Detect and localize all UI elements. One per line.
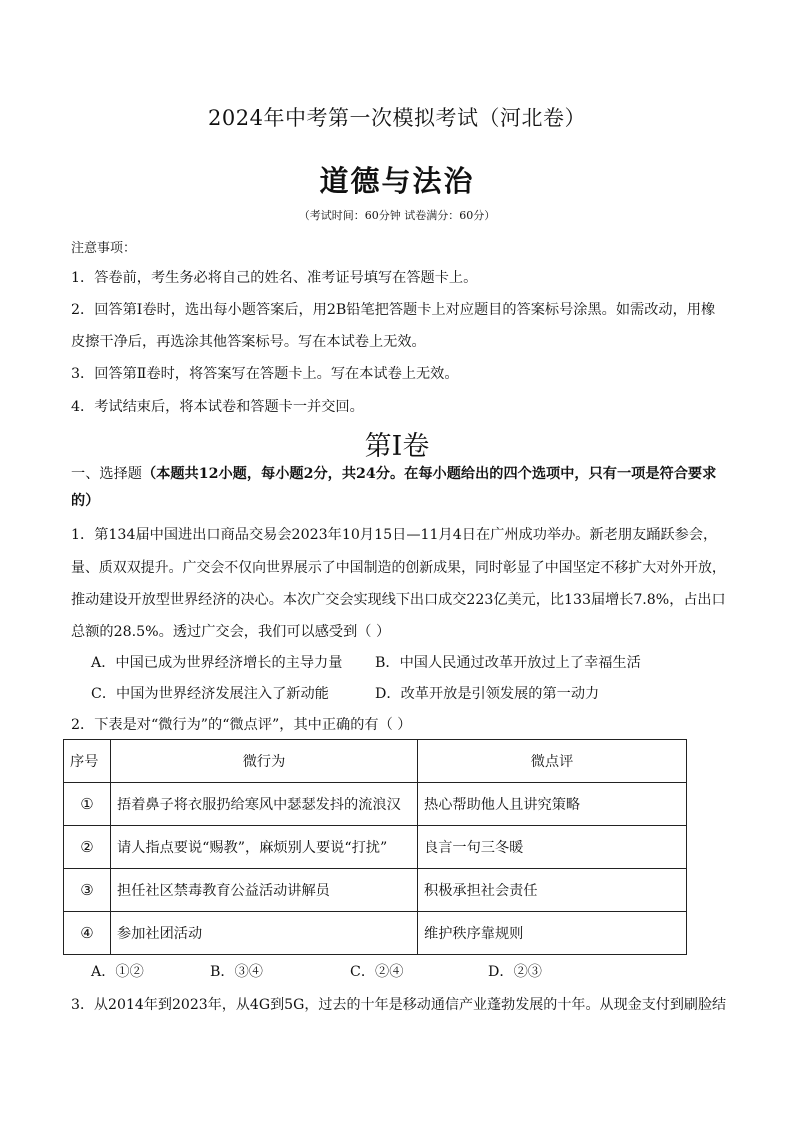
q1-option-c: C．中国为世界经济发展注入了新动能 — [91, 686, 329, 702]
q1-option-d: D．改革开放是引领发展的第一动力 — [375, 686, 600, 702]
q1-option-a: A．中国已成为世界经济增长的主导力量 — [91, 655, 343, 671]
table-cell-behavior: 参加社团活动 — [111, 912, 418, 955]
q3-line-1: 3．从2014年到2023年，从4G到5G，过去的十年是移动通信产业蓬勃发展的十年。从现金支付到刷脸结 — [71, 997, 727, 1013]
table-cell-index: ③ — [64, 869, 111, 912]
table-cell-index: ② — [64, 826, 111, 869]
table-cell-comment: 维护秩序靠规则 — [418, 912, 687, 955]
notes-heading: 注意事项： — [71, 241, 137, 256]
q2-option-d: D．②③ — [488, 964, 542, 980]
q2-option-c: C．②④ — [350, 964, 404, 980]
table-cell-index: ④ — [64, 912, 111, 955]
subject-title: 道德与法治 — [319, 164, 475, 198]
table-cell-behavior: 担任社区禁毒教育公益活动讲解员 — [111, 869, 418, 912]
table-cell-index: ① — [64, 783, 111, 826]
q1-line-3: 推动建设开放型世界经济的决心。本次广交会实现线下出口成交223亿美元，比133届增长7.8%，占出口 — [71, 592, 726, 608]
q2-stem: 2．下表是对“微行为”的“微点评”，其中正确的有（ ） — [71, 717, 412, 733]
q2-option-a: A．①② — [91, 964, 144, 980]
notes-item-4: 4．考试结束后，将本试卷和答题卡一并交回。 — [71, 399, 364, 415]
table-header-row — [64, 740, 687, 783]
q1-option-b: B．中国人民通过改革开放过上了幸福生活 — [375, 655, 641, 671]
table-header-cell: 序号 — [64, 740, 111, 783]
notes-item-3: 3．回答第Ⅱ卷时，将答案写在答题卡上。写在本试卷上无效。 — [71, 366, 459, 382]
section-instruction-prefix: 一、选择题 — [71, 466, 142, 482]
table-cell-comment: 积极承担社会责任 — [418, 869, 687, 912]
notes-item-2-line-1: 2．回答第Ⅰ卷时，选出每小题答案后，用2B铅笔把答题卡上对应题目的答案标号涂黑。如需改动，用橡 — [71, 302, 716, 318]
q2-table — [63, 739, 687, 955]
section-title: 第Ⅰ卷 — [364, 431, 430, 462]
table-cell-comment: 良言一句三冬暖 — [418, 826, 687, 869]
section-instruction-bold: （本题共12小题，每小题2分，共24分。在每小题给出的四个选项中，只有一项是符合要求 — [141, 466, 717, 482]
notes-item-1: 1．答卷前，考生务必将自己的姓名、准考证号填写在答题卡上。 — [71, 270, 478, 286]
exam-time-info: （考试时间：60分钟 试卷满分：60分） — [298, 209, 496, 222]
section-instruction-line-1 — [71, 463, 716, 483]
q1-line-4: 总额的28.5%。透过广交会，我们可以感受到（ ） — [71, 624, 391, 640]
table-row — [64, 869, 687, 912]
table-cell-behavior: 捂着鼻子将衣服扔给寒风中瑟瑟发抖的流浪汉 — [111, 783, 418, 826]
table-cell-behavior: 请人指点要说“赐教”，麻烦别人要说“打扰” — [111, 826, 418, 869]
table-header-cell: 微点评 — [418, 740, 687, 783]
table-row — [64, 912, 687, 955]
table-row — [64, 783, 687, 826]
table-header-cell: 微行为 — [111, 740, 418, 783]
exam-title: 2024年中考第一次模拟考试（河北卷） — [208, 106, 586, 130]
q2-option-b: B．③④ — [210, 964, 263, 980]
q1-line-2: 量、质双双提升。广交会不仅向世界展示了中国制造的创新成果，同时彰显了中国坚定不移扩大对外开放， — [71, 560, 726, 576]
section-instruction-line-2: 的） — [71, 493, 100, 509]
table-row — [64, 826, 687, 869]
table-cell-comment: 热心帮助他人且讲究策略 — [418, 783, 687, 826]
notes-item-2-line-2: 皮擦干净后，再选涂其他答案标号。写在本试卷上无效。 — [71, 334, 426, 350]
q1-line-1: 1．第134届中国进出口商品交易会2023年10月15日—11月4日在广州成功举办。新老朋友踊跃参会， — [71, 527, 718, 543]
